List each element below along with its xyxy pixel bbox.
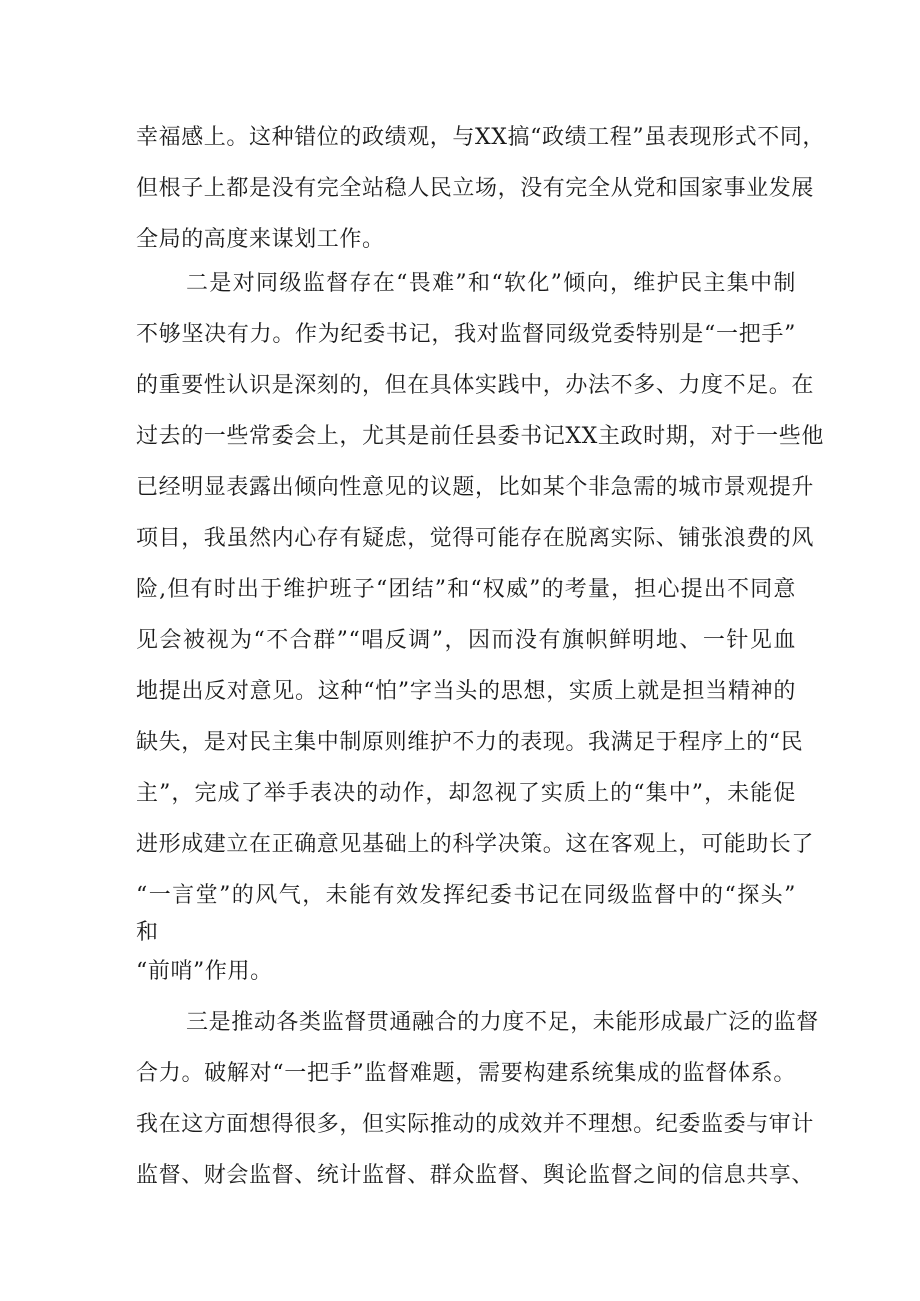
paragraph-line: 的重要性认识是深刻的，但在具体实践中，办法不多、力度不足。在	[136, 373, 815, 398]
paragraph-line: 三是推动各类监督贯通融合的力度不足，未能形成最广泛的监督	[186, 1010, 819, 1035]
paragraph-line: 缺失，是对民主集中制原则维护不力的表现。我满足于程序上的“民	[136, 730, 804, 755]
paragraph-line: 已经明显表露出倾向性意见的议题，比如某个非急需的城市景观提升	[136, 475, 815, 500]
paragraph-line: 幸福感上。这种错位的政绩观，与XX搞“政绩工程”虽表现形式不同，	[136, 125, 826, 150]
paragraph-line: 监督、财会监督、统计监督、群众监督、舆论监督之间的信息共享、	[136, 1163, 815, 1188]
paragraph-line: 项目，我虽然内心存有疑虑，觉得可能存在脱离实际、铺张浪费的风	[136, 526, 815, 551]
paragraph-line: 但根子上都是没有完全站稳人民立场，没有完全从党和国家事业发展	[136, 176, 815, 201]
paragraph-line: 进形成建立在正确意见基础上的科学决策。这在客观上，可能助长了	[136, 832, 815, 857]
paragraph-line: 见会被视为“不合群”“唱反调”，因而没有旗帜鲜明地、一针见血	[136, 628, 796, 653]
paragraph-line: 二是对同级监督存在“畏难”和“软化”倾向，维护民主集中制	[186, 271, 796, 296]
paragraph-line: “前哨”作用。	[136, 959, 273, 984]
paragraph-line: 过去的一些常委会上，尤其是前任县委书记XX主政时期，对于一些他	[136, 424, 824, 449]
paragraph-line: 我在这方面想得很多，但实际推动的成效并不理想。纪委监委与审计	[136, 1112, 815, 1137]
paragraph-line: 主”，完成了举手表决的动作，却忽视了实质上的“集中”，未能促	[136, 781, 796, 806]
paragraph-line: 险,但有时出于维护班子“团结”和“权威”的考量，担心提出不同意	[136, 577, 796, 602]
paragraph-line: 合力。破解对“一把手”监督难题，需要构建系统集成的监督体系。	[136, 1061, 796, 1086]
paragraph-line: 和	[136, 920, 159, 945]
paragraph-line: 不够坚决有力。作为纪委书记，我对监督同级党委特别是“一把手”	[136, 322, 796, 347]
paragraph-line: “一言堂”的风气，未能有效发挥纪委书记在同级监督中的“探头”	[136, 883, 796, 908]
paragraph-line: 全局的高度来谋划工作。	[136, 227, 385, 252]
paragraph-line: 地提出反对意见。这种“怕”字当头的思想，实质上就是担当精神的	[136, 679, 796, 704]
